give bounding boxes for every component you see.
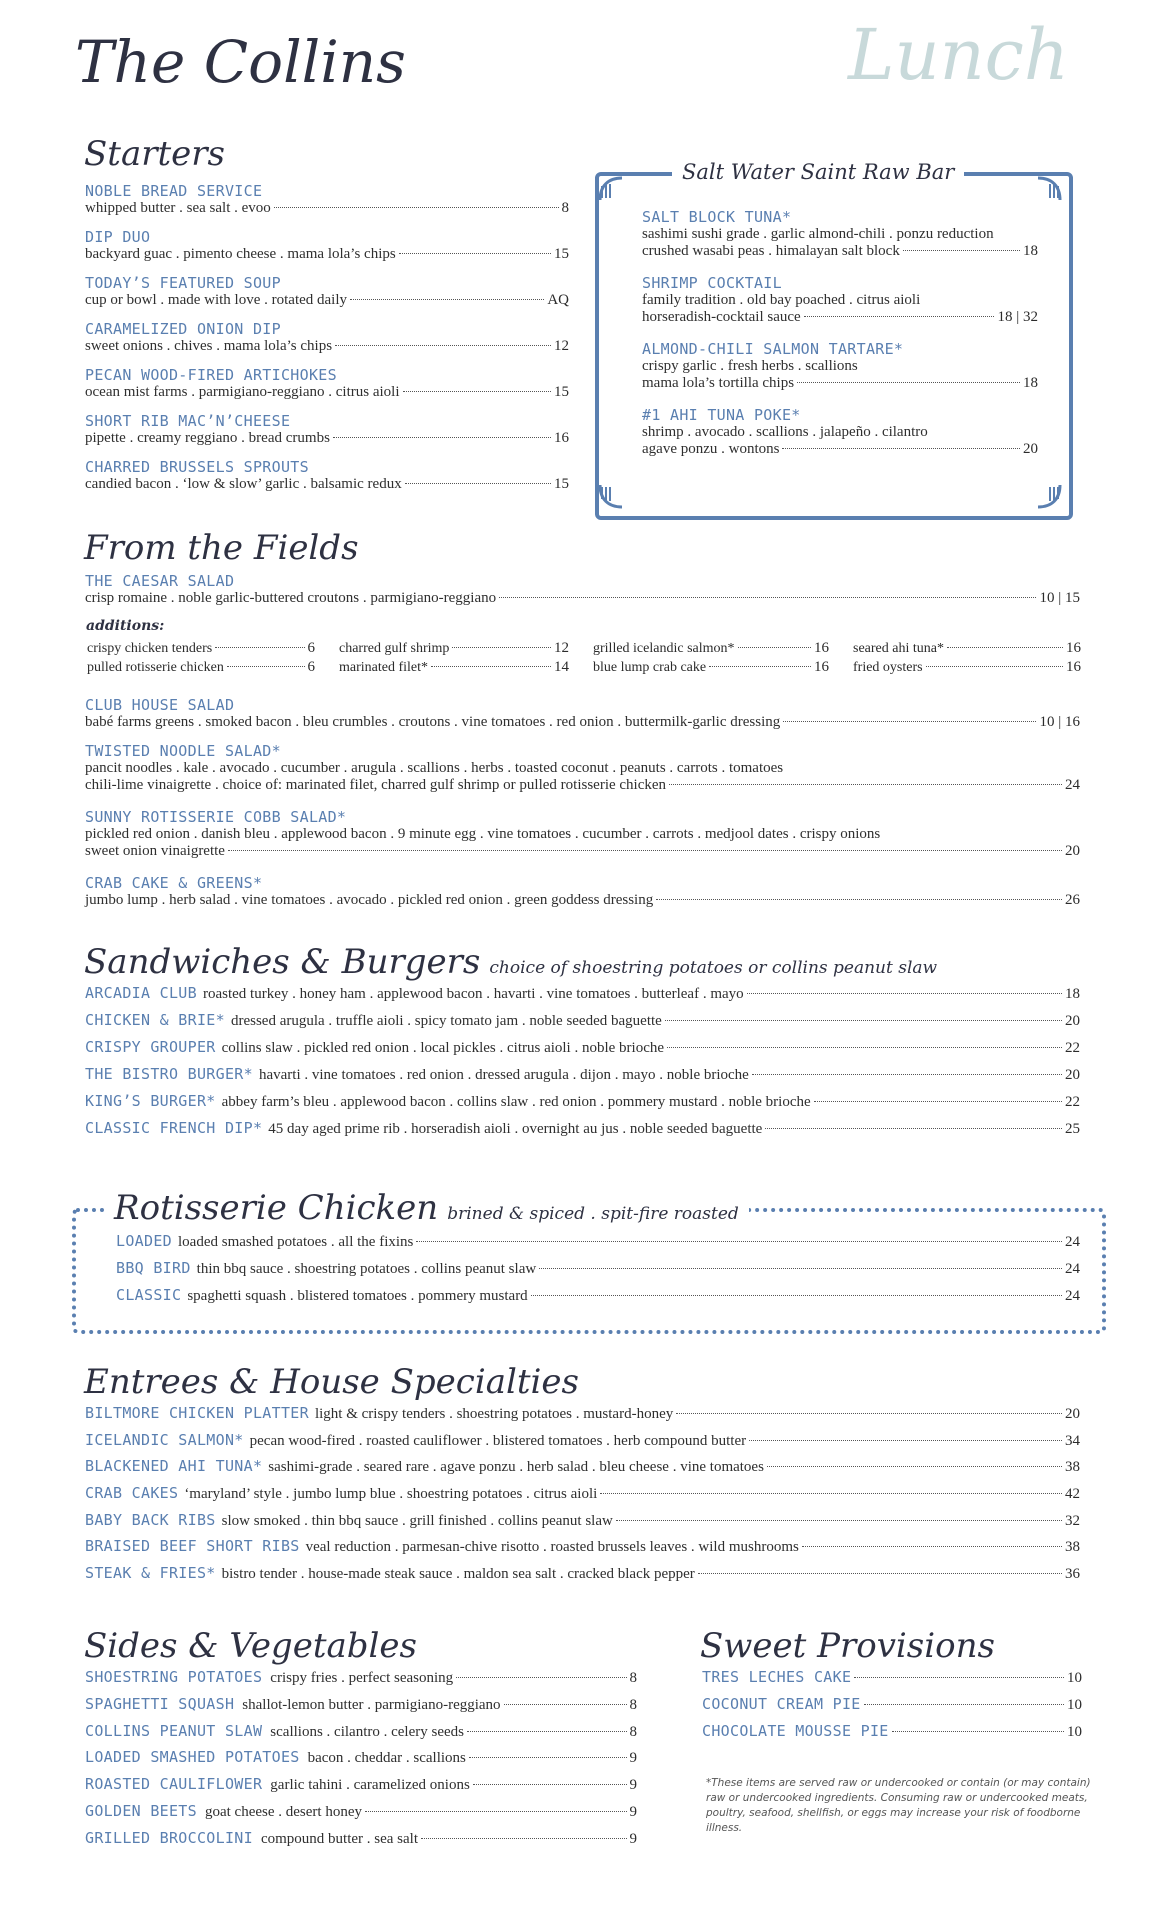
side-desc: scallions . cilantro . celery seeds: [270, 1723, 464, 1740]
entrees-title: Entrees & House Specialties: [84, 1362, 579, 1402]
starter-name: NOBLE BREAD SERVICE: [85, 182, 263, 200]
side-desc: crispy fries . perfect seasoning: [270, 1670, 454, 1686]
salad-price: 10 | 16: [1039, 714, 1080, 730]
salad-name: TWISTED NOODLE SALAD*: [85, 742, 281, 760]
entree-name: BABY BACK RIBS: [85, 1510, 216, 1529]
sweet-item: [702, 1668, 1082, 1695]
side-name: LOADED SMASHED POTATOES: [85, 1748, 300, 1767]
side-price: 8: [629, 1723, 637, 1740]
addition-price: 6: [307, 640, 315, 656]
rotisserie-title: Rotisserie Chicken: [114, 1188, 439, 1228]
corner-ornament-icon: [1036, 176, 1062, 202]
salad-name: CRAB CAKE & GREENS*: [85, 874, 263, 892]
raw-bar-desc: horseradish-cocktail sauce: [642, 309, 801, 325]
addition-name: seared ahi tuna*: [853, 641, 944, 656]
meal-title: Lunch: [848, 14, 1069, 96]
sweet-price: 10: [1067, 1697, 1082, 1713]
side-item: [85, 1668, 637, 1695]
rotisserie-item: [116, 1232, 1080, 1259]
entree-name: BLACKENED AHI TUNA*: [85, 1457, 263, 1476]
addition-item: [593, 659, 829, 676]
addition-item: [593, 640, 829, 657]
rotisserie-list: [116, 1232, 1080, 1313]
entree-price: 38: [1065, 1539, 1080, 1556]
salad-desc: pickled red onion . danish bleu . applewood bacon . 9 minute egg . vine tomatoes . cucumber . carrots . medjool dates . crispy onions: [85, 826, 881, 842]
starter-name: CHARRED BRUSSELS SPROUTS: [85, 458, 309, 476]
starters-title: Starters: [84, 134, 225, 174]
side-name: SHOESTRING POTATOES: [85, 1668, 263, 1686]
sides-list: [85, 1668, 637, 1856]
addition-name: grilled icelandic salmon*: [593, 641, 735, 656]
addition-item: [853, 640, 1081, 657]
starter-desc: sweet onions . chives . mama lola’s chips: [85, 338, 333, 354]
salad-item: [85, 808, 1080, 874]
salad-desc: babé farms greens . smoked bacon . bleu crumbles . croutons . vine tomatoes . red onion . buttermilk-garlic dressing: [85, 714, 781, 730]
side-name: SPAGHETTI SQUASH: [85, 1694, 235, 1713]
sandwich-price: 18: [1065, 986, 1080, 1002]
side-desc: garlic tahini . caramelized onions: [270, 1777, 470, 1794]
rotisserie-name: LOADED: [116, 1232, 172, 1250]
corner-ornament-icon: [598, 176, 624, 202]
salad-name: SUNNY ROTISSERIE COBB SALAD*: [85, 808, 347, 826]
side-desc: compound butter . sea salt: [260, 1830, 419, 1847]
rotisserie-desc: thin bbq sauce . shoestring potatoes . collins peanut slaw: [196, 1261, 537, 1277]
restaurant-brand: The Collins: [75, 28, 406, 96]
starter-name: PECAN WOOD-FIRED ARTICHOKES: [85, 366, 337, 384]
sandwich-price: 20: [1065, 1067, 1080, 1083]
sandwich-desc: dressed arugula . truffle aioli . spicy tomato jam . noble seeded baguette: [230, 1013, 662, 1029]
entree-name: BILTMORE CHICKEN PLATTER: [85, 1404, 309, 1422]
sandwich-name: THE BISTRO BURGER*: [85, 1065, 253, 1083]
entree-desc: veal reduction . parmesan-chive risotto . roasted brussels leaves . wild mushrooms: [305, 1539, 799, 1556]
raw-bar-title: Salt Water Saint Raw Bar: [672, 160, 964, 184]
salad-price: 20: [1065, 843, 1080, 859]
sandwich-desc: abbey farm’s bleu . applewood bacon . collins slaw . red onion . pommery mustard . noble brioche: [221, 1094, 811, 1110]
fields-title: From the Fields: [84, 528, 359, 568]
side-price: 8: [629, 1696, 637, 1713]
salad-desc: pancit noodles . kale . avocado . cucumber . arugula . scallions . herbs . toasted coconut . peanuts . carrots . tomatoes: [85, 760, 784, 776]
entree-item: [85, 1404, 1080, 1431]
sweet-name: CHOCOLATE MOUSSE PIE: [702, 1722, 889, 1740]
side-price: 9: [629, 1750, 637, 1767]
rotisserie-desc: spaghetti squash . blistered tomatoes . pommery mustard: [187, 1288, 528, 1304]
entree-price: 36: [1065, 1566, 1080, 1583]
addition-item: [853, 659, 1081, 676]
side-desc: bacon . cheddar . scallions: [307, 1750, 466, 1767]
rotisserie-subtitle: brined & spiced . spit-fire roasted: [447, 1204, 739, 1224]
starter-price: 15: [554, 246, 569, 262]
food-safety-disclaimer: *These items are served raw or undercooked or contain (or may contain) raw or undercooked ingredients. Consuming raw or undercooked meats, poultry, seafood, shellfish, or eggs may increase your risk of foodborne illness.: [706, 1777, 1091, 1834]
sweet-price: 10: [1067, 1724, 1082, 1740]
sides-title: Sides & Vegetables: [84, 1626, 417, 1666]
additions-title: additions:: [86, 618, 165, 634]
raw-bar-desc: family tradition . old bay poached . citrus aioli: [642, 292, 921, 308]
starters-list: [85, 182, 569, 504]
sandwich-name: CLASSIC FRENCH DIP*: [85, 1119, 263, 1137]
additions-grid: [87, 640, 1081, 676]
raw-bar-item: [642, 274, 1038, 340]
raw-bar-name: SALT BLOCK TUNA*: [642, 208, 792, 226]
raw-bar-item: [642, 406, 1038, 472]
side-name: GRILLED BROCCOLINI: [85, 1828, 253, 1847]
starter-desc: pipette . creamy reggiano . bread crumbs: [85, 430, 330, 446]
starter-price: AQ: [547, 292, 569, 308]
starter-desc: backyard guac . pimento cheese . mama lola’s chips: [85, 246, 396, 262]
entrees-list: [85, 1404, 1080, 1591]
starter-desc: cup or bowl . made with love . rotated daily: [85, 292, 348, 308]
starter-item: [85, 412, 569, 458]
sweet-price: 10: [1067, 1670, 1082, 1686]
side-price: 9: [629, 1777, 637, 1794]
raw-bar-price: 18: [1023, 375, 1038, 391]
raw-bar-price: 18 | 32: [997, 309, 1038, 325]
sandwich-name: ARCADIA CLUB: [85, 984, 197, 1002]
raw-bar-price: 20: [1023, 441, 1038, 457]
addition-price: 6: [307, 659, 315, 675]
salad-desc: chili-lime vinaigrette . choice of: marinated filet, charred gulf shrimp or pulled rotisserie chicken: [85, 777, 667, 793]
addition-item: [339, 659, 569, 676]
fields-list: [85, 696, 1080, 920]
salad-desc: jumbo lump . herb salad . vine tomatoes . avocado . pickled red onion . green goddess dressing: [85, 892, 654, 908]
addition-item: [339, 640, 569, 657]
addition-name: fried oysters: [853, 660, 923, 675]
entree-desc: slow smoked . thin bbq sauce . grill finished . collins peanut slaw: [221, 1512, 613, 1529]
sandwich-item: [85, 984, 1080, 1011]
starter-price: 12: [554, 338, 569, 354]
sweet-item: [702, 1695, 1082, 1722]
addition-price: 16: [1066, 640, 1081, 656]
rotisserie-price: 24: [1065, 1261, 1080, 1277]
starter-item: [85, 228, 569, 274]
side-item: [85, 1722, 637, 1749]
addition-price: 16: [814, 659, 829, 675]
salad-item: [85, 874, 1080, 920]
starter-name: CARAMELIZED ONION DIP: [85, 320, 281, 338]
addition-item: [87, 640, 315, 657]
corner-ornament-icon: [598, 483, 624, 509]
sandwich-desc: havarti . vine tomatoes . red onion . dressed arugula . dijon . mayo . noble brioche: [258, 1067, 749, 1083]
sandwiches-subtitle: choice of shoestring potatoes or collins peanut slaw: [489, 958, 938, 978]
sandwich-price: 20: [1065, 1013, 1080, 1029]
raw-bar-name: #1 AHI TUNA POKE*: [642, 406, 801, 424]
starter-item: [85, 182, 569, 228]
starter-price: 15: [554, 384, 569, 400]
raw-bar-desc: crushed wasabi peas . himalayan salt block: [642, 243, 900, 259]
starter-name: DIP DUO: [85, 228, 151, 246]
entree-item: [85, 1511, 1080, 1538]
raw-bar-desc: crispy garlic . fresh herbs . scallions: [642, 358, 858, 374]
rotisserie-price: 24: [1065, 1288, 1080, 1304]
entree-price: 42: [1065, 1486, 1080, 1503]
entree-price: 38: [1065, 1459, 1080, 1476]
entree-price: 20: [1065, 1406, 1080, 1422]
addition-price: 14: [554, 659, 569, 675]
sweet-name: TRES LECHES CAKE: [702, 1668, 852, 1686]
sandwich-desc: 45 day aged prime rib . horseradish aioli . overnight au jus . noble seeded baguette: [268, 1121, 763, 1137]
caesar-desc: crisp romaine . noble garlic-buttered croutons . parmigiano-reggiano: [85, 590, 497, 606]
addition-price: 16: [814, 640, 829, 656]
entree-name: CRAB CAKES: [85, 1484, 179, 1503]
starter-desc: candied bacon . ‘low & slow’ garlic . balsamic redux: [85, 476, 402, 492]
starter-price: 16: [554, 430, 569, 446]
addition-name: charred gulf shrimp: [339, 641, 450, 656]
rotisserie-item: [116, 1286, 1080, 1313]
entree-item: [85, 1564, 1080, 1591]
entree-item: [85, 1537, 1080, 1564]
side-item: [85, 1802, 637, 1829]
caesar-price: 10 | 15: [1039, 590, 1080, 606]
starter-name: SHORT RIB MAC’N’CHEESE: [85, 412, 291, 430]
salad-desc: sweet onion vinaigrette: [85, 843, 225, 859]
rotisserie-header: [104, 1188, 749, 1228]
sandwich-price: 22: [1065, 1094, 1080, 1110]
entree-price: 34: [1065, 1432, 1080, 1449]
rotisserie-name: BBQ BIRD: [116, 1259, 191, 1277]
addition-price: 16: [1066, 659, 1081, 675]
entree-item: [85, 1484, 1080, 1511]
starter-item: [85, 366, 569, 412]
rotisserie-name: CLASSIC: [116, 1286, 182, 1304]
entree-item: [85, 1457, 1080, 1484]
side-price: 9: [629, 1803, 637, 1820]
sandwich-item: [85, 1092, 1080, 1119]
raw-bar-name: ALMOND-CHILI SALMON TARTARE*: [642, 340, 904, 358]
sandwich-desc: roasted turkey . honey ham . applewood bacon . havarti . vine tomatoes . butterleaf . mayo: [202, 986, 744, 1002]
side-item: [85, 1695, 637, 1722]
raw-bar-desc: mama lola’s tortilla chips: [642, 375, 795, 391]
salad-price: 24: [1065, 777, 1080, 793]
starter-desc: ocean mist farms . parmigiano-reggiano . citrus aioli: [85, 384, 400, 400]
addition-name: crispy chicken tenders: [87, 641, 213, 656]
sandwich-item: [85, 1038, 1080, 1065]
raw-bar-item: [642, 208, 1038, 274]
sweets-list: [702, 1668, 1082, 1749]
addition-name: blue lump crab cake: [593, 660, 707, 675]
raw-bar-desc: shrimp . avocado . scallions . jalapeño . cilantro: [642, 424, 928, 440]
entree-item: [85, 1431, 1080, 1458]
sandwich-desc: collins slaw . pickled red onion . local pickles . citrus aioli . noble brioche: [221, 1040, 665, 1056]
sweet-item: [702, 1722, 1082, 1749]
side-price: 8: [629, 1670, 637, 1686]
caesar-name: THE CAESAR SALAD: [85, 572, 235, 590]
starter-item: [85, 458, 569, 504]
side-desc: shallot-lemon butter . parmigiano-reggiano: [242, 1696, 501, 1713]
raw-bar-list: [642, 208, 1038, 472]
rotisserie-price: 24: [1065, 1234, 1080, 1250]
side-desc: goat cheese . desert honey: [204, 1803, 363, 1820]
rotisserie-desc: loaded smashed potatoes . all the fixins: [178, 1234, 414, 1250]
sandwich-item: [85, 1011, 1080, 1038]
raw-bar-price: 18: [1023, 243, 1038, 259]
starter-price: 8: [561, 200, 569, 216]
starter-name: TODAY’S FEATURED SOUP: [85, 274, 281, 292]
entree-name: STEAK & FRIES*: [85, 1564, 216, 1583]
entree-name: BRAISED BEEF SHORT RIBS: [85, 1537, 300, 1556]
side-name: GOLDEN BEETS: [85, 1801, 197, 1820]
side-item: [85, 1829, 637, 1856]
rotisserie-item: [116, 1259, 1080, 1286]
salad-item: [85, 696, 1080, 742]
salad-item: [85, 742, 1080, 808]
sandwiches-list: [85, 984, 1080, 1146]
raw-bar-item: [642, 340, 1038, 406]
raw-bar-name: SHRIMP COCKTAIL: [642, 274, 782, 292]
sweets-title: Sweet Provisions: [700, 1626, 995, 1666]
sandwich-price: 22: [1065, 1040, 1080, 1056]
addition-name: marinated filet*: [339, 660, 429, 675]
addition-item: [87, 659, 315, 676]
sandwiches-header: [84, 942, 937, 982]
raw-bar-desc: agave ponzu . wontons: [642, 441, 780, 457]
addition-price: 12: [554, 640, 569, 656]
starter-price: 15: [554, 476, 569, 492]
salad-price: 26: [1065, 892, 1080, 908]
entree-desc: sashimi-grade . seared rare . agave ponzu . herb salad . bleu cheese . vine tomatoes: [268, 1459, 764, 1476]
entree-desc: light & crispy tenders . shoestring potatoes . mustard-honey: [314, 1406, 674, 1422]
sandwich-price: 25: [1065, 1121, 1080, 1137]
side-price: 9: [629, 1830, 637, 1847]
sandwich-name: CRISPY GROUPER: [85, 1038, 216, 1056]
starter-item: [85, 320, 569, 366]
sandwich-item: [85, 1065, 1080, 1092]
entree-desc: bistro tender . house-made steak sauce . maldon sea salt . cracked black pepper: [221, 1566, 695, 1583]
sandwiches-title: Sandwiches & Burgers: [84, 942, 481, 982]
addition-name: pulled rotisserie chicken: [87, 660, 224, 675]
sandwich-name: KING’S BURGER*: [85, 1092, 216, 1110]
sweet-name: COCONUT CREAM PIE: [702, 1695, 861, 1713]
entree-name: ICELANDIC SALMON*: [85, 1430, 244, 1449]
side-item: [85, 1775, 637, 1802]
entree-desc: pecan wood-fired . roasted cauliflower . blistered tomatoes . herb compound butter: [249, 1432, 747, 1449]
entree-price: 32: [1065, 1512, 1080, 1529]
corner-ornament-icon: [1036, 483, 1062, 509]
raw-bar-desc: sashimi sushi grade . garlic almond-chili . ponzu reduction: [642, 226, 994, 242]
side-name: COLLINS PEANUT SLAW: [85, 1721, 263, 1740]
sandwich-name: CHICKEN & BRIE*: [85, 1011, 225, 1029]
entree-desc: ‘maryland’ style . jumbo lump blue . shoestring potatoes . citrus aioli: [184, 1486, 598, 1503]
side-item: [85, 1748, 637, 1775]
side-name: ROASTED CAULIFLOWER: [85, 1775, 263, 1794]
starter-desc: whipped butter . sea salt . evoo: [85, 200, 271, 216]
salad-name: CLUB HOUSE SALAD: [85, 696, 235, 714]
starter-item: [85, 274, 569, 320]
caesar-item: [85, 572, 1080, 607]
sandwich-item: [85, 1119, 1080, 1146]
